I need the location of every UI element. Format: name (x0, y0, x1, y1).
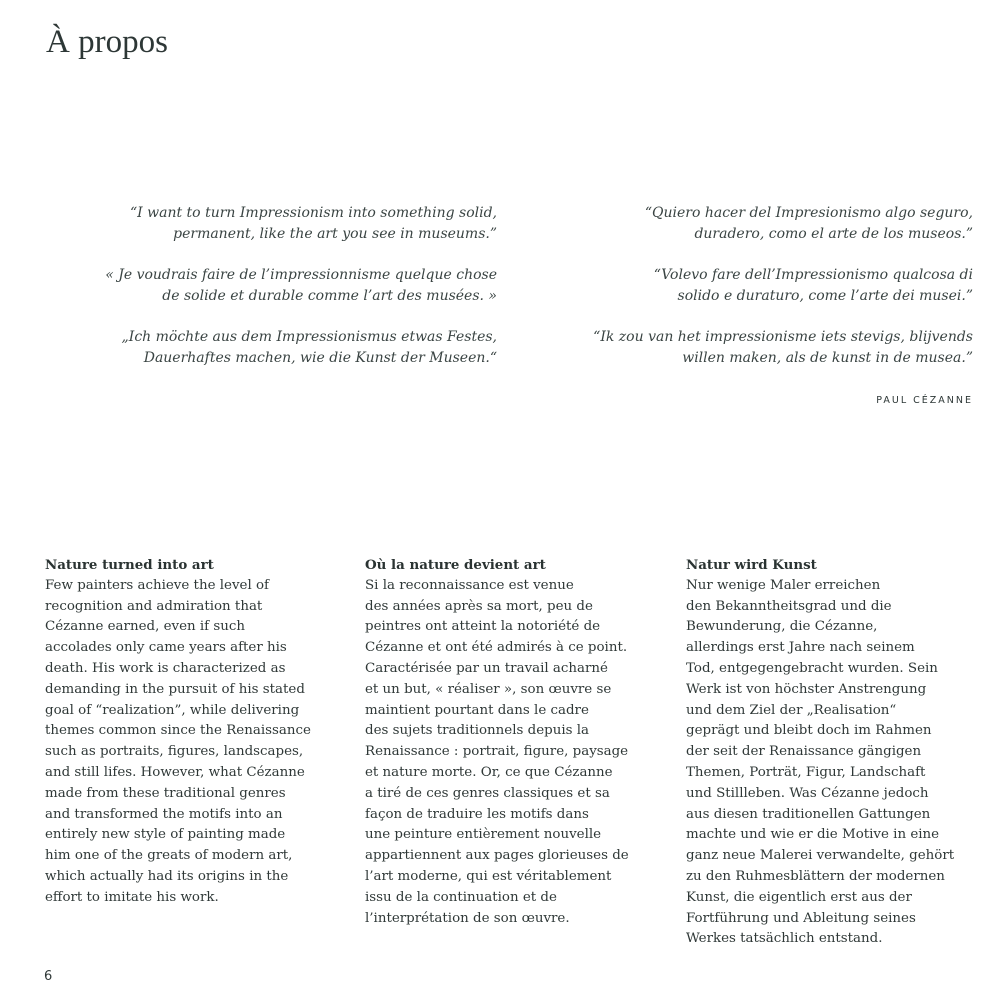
text-line: geprägt und bleibt doch im Rahmen (686, 723, 932, 739)
text-line: machte und wie er die Motive in eine (686, 827, 940, 843)
quote-line: de solide et durable comme l’art des musées. » (162, 288, 497, 304)
quote-es (570, 203, 973, 245)
page-number: 6 (44, 969, 53, 984)
text-line: Renaissance : portrait, figure, paysage (365, 744, 629, 760)
text-line: themes common since the Renaissance (45, 723, 311, 739)
column-heading: Nature turned into art (45, 557, 214, 573)
text-line: maintient pourtant dans le cadre (365, 702, 589, 718)
text-line: appartiennent aux pages glorieuses de (365, 848, 629, 864)
text-column-de (686, 555, 986, 950)
text-line: Themen, Porträt, Figur, Landschaft (686, 764, 926, 780)
quote-line: duradero, como el arte de los museos.” (694, 226, 973, 242)
quote-en (100, 203, 497, 245)
text-line: Cézanne earned, even if such (45, 619, 245, 635)
text-line: et un but, « réaliser », son œuvre se (365, 681, 612, 697)
text-line: allerdings erst Jahre nach seinem (686, 640, 915, 656)
quote-fr (100, 265, 497, 307)
text-line: and transformed the motifs into an (45, 806, 283, 822)
text-line: such as portraits, figures, landscapes, (45, 744, 304, 760)
text-line: goal of “realization”, while delivering (45, 702, 300, 718)
text-line: and still lifes. However, what Cézanne (45, 764, 305, 780)
text-line: Bewunderung, die Cézanne, (686, 619, 878, 635)
text-line: l’art moderne, qui est véritablement (365, 868, 612, 884)
text-line: aus diesen traditionellen Gattungen (686, 806, 931, 822)
quote-it (570, 265, 973, 307)
text-line: recognition and admiration that (45, 598, 263, 614)
quote-de (100, 327, 497, 369)
text-line: which actually had its origins in the (45, 868, 289, 884)
text-line: issu de la continuation et de (365, 889, 557, 905)
text-line: entirely new style of painting made (45, 827, 286, 843)
text-line: des sujets traditionnels depuis la (365, 723, 590, 739)
text-line: den Bekanntheitsgrad und die (686, 598, 892, 614)
text-line: façon de traduire les motifs dans (365, 806, 589, 822)
column-heading: Où la nature devient art (365, 557, 546, 573)
text-line: Caractérisée par un travail acharné (365, 660, 608, 676)
text-line: a tiré de ces genres classiques et sa (365, 785, 610, 801)
column-heading: Natur wird Kunst (686, 557, 817, 573)
text-line: und dem Ziel der „Realisation“ (686, 702, 897, 718)
text-line: une peinture entièrement nouvelle (365, 827, 602, 843)
quote-line: permanent, like the art you see in museums.” (173, 226, 497, 242)
quote-line: “Ik zou van het impressionisme iets stevigs, blijvends (593, 329, 973, 345)
quotes-right-column (570, 203, 973, 389)
quote-line: “Quiero hacer del Impresionismo algo seguro, (644, 205, 973, 221)
quote-line: Dauerhaftes machen, wie die Kunst der Museen.“ (143, 350, 497, 366)
text-line: made from these traditional genres (45, 785, 286, 801)
text-line: und Stillleben. Was Cézanne jedoch (686, 785, 929, 801)
quote-attribution: PAUL CÉZANNE (876, 395, 973, 406)
text-line: Tod, entgegengebracht wurden. Sein (686, 660, 938, 676)
quote-line: willen maken, als de kunst in de musea.” (682, 350, 973, 366)
text-column-fr (365, 555, 665, 929)
text-column-en (45, 555, 345, 909)
text-line: Nur wenige Maler erreichen (686, 577, 881, 593)
text-line: des années après sa mort, peu de (365, 598, 593, 614)
text-line: accolades only came years after his (45, 640, 287, 656)
quote-line: « Je voudrais faire de l’impressionnisme quelque chose (105, 267, 497, 283)
quote-line: „Ich möchte aus dem Impressionismus etwas Festes, (121, 329, 497, 345)
page-title: À propos (46, 24, 168, 60)
text-line: peintres ont atteint la notoriété de (365, 619, 601, 635)
text-line: Werk ist von höchster Anstrengung (686, 681, 927, 697)
text-line: Fortführung und Ableitung seines (686, 910, 916, 926)
text-line: l’interprétation de son œuvre. (365, 910, 570, 926)
text-line: demanding in the pursuit of his stated (45, 681, 305, 697)
text-line: death. His work is characterized as (45, 660, 286, 676)
text-line: Werkes tatsächlich entstand. (686, 931, 883, 947)
text-line: effort to imitate his work. (45, 889, 219, 905)
text-line: ganz neue Malerei verwandelte, gehört (686, 848, 955, 864)
text-line: Kunst, die eigentlich erst aus der (686, 889, 912, 905)
text-line: Few painters achieve the level of (45, 577, 269, 593)
text-line: Si la reconnaissance est venue (365, 577, 574, 593)
quotes-left-column (100, 203, 497, 389)
quote-nl (570, 327, 973, 369)
quote-line: “I want to turn Impressionism into something solid, (130, 205, 497, 221)
text-line: et nature morte. Or, ce que Cézanne (365, 764, 613, 780)
quote-line: “Volevo fare dell’Impressionismo qualcosa di (653, 267, 973, 283)
text-line: him one of the greats of modern art, (45, 848, 293, 864)
text-line: der seit der Renaissance gängigen (686, 744, 922, 760)
text-line: Cézanne et ont été admirés à ce point. (365, 640, 628, 656)
quote-line: solido e duraturo, come l’arte dei musei.” (677, 288, 973, 304)
text-line: zu den Ruhmesblättern der modernen (686, 868, 945, 884)
